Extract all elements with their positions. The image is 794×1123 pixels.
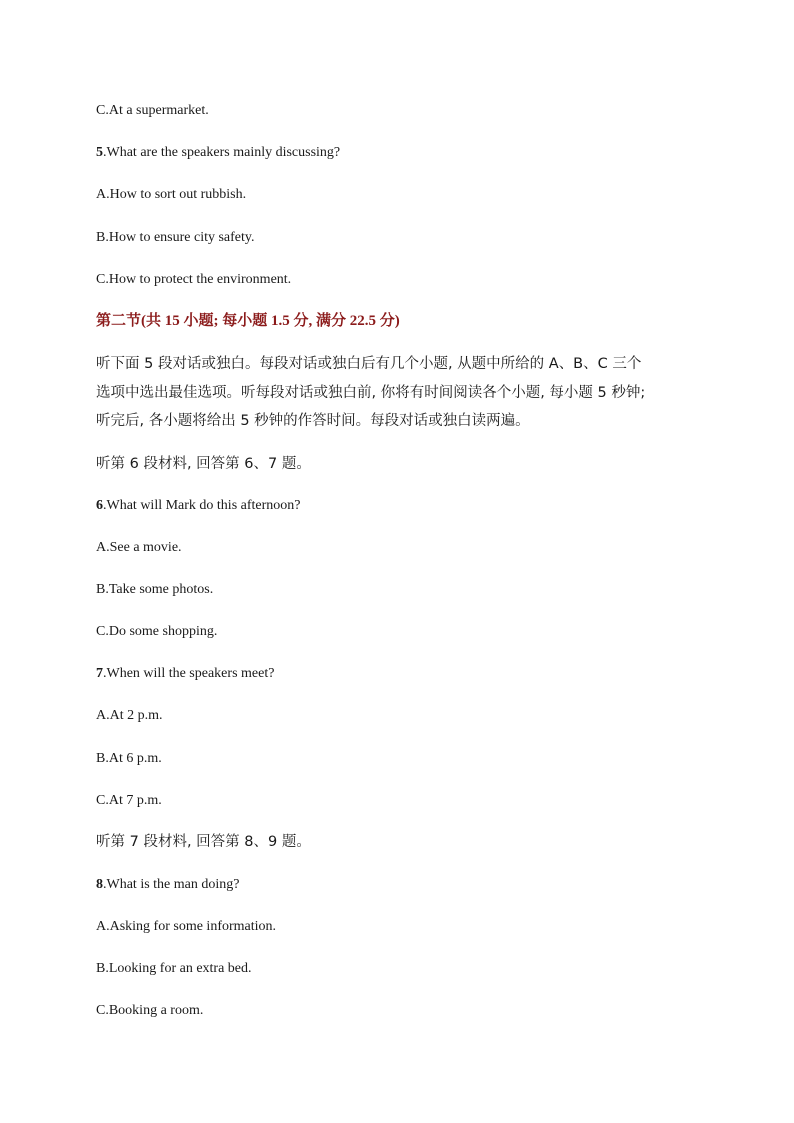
option-8a: A.Asking for some information. <box>96 919 277 934</box>
option-6c: C.Do some shopping. <box>96 624 218 639</box>
option-7c: C.At 7 p.m. <box>96 793 162 808</box>
group-heading-6-7: 听第 6 段材料, 回答第 6、7 题。 <box>96 456 311 472</box>
option-7b: B.At 6 p.m. <box>96 751 162 766</box>
question-number: 8 <box>96 877 103 892</box>
question-8 <box>96 876 239 894</box>
question-5 <box>96 144 340 162</box>
instruction-line-3: 听完后, 各小题将给出 5 秒钟的作答时间。每段对话或独白读两遍。 <box>96 413 530 429</box>
question-text: .What is the man doing? <box>103 877 240 892</box>
question-6 <box>96 497 301 515</box>
question-text: .When will the speakers meet? <box>103 666 275 681</box>
instruction-line-1: 听下面 5 段对话或独白。每段对话或独白后有几个小题, 从题中所给的 A、B、C 三个 <box>96 356 642 372</box>
option-8b: B.Looking for an extra bed. <box>96 961 252 976</box>
question-7 <box>96 665 274 683</box>
section-title: 第二节(共 15 小题; 每小题 1.5 分, 满分 22.5 分) <box>96 313 400 329</box>
option-4c: C.At a supermarket. <box>96 103 209 118</box>
option-8c: C.Booking a room. <box>96 1003 204 1018</box>
group-heading-8-9: 听第 7 段材料, 回答第 8、9 题。 <box>96 834 311 850</box>
option-5a: A.How to sort out rubbish. <box>96 187 247 202</box>
instruction-line-2: 选项中选出最佳选项。听每段对话或独白前, 你将有时间阅读各个小题, 每小题 5 秒钟; <box>96 385 646 401</box>
option-5c: C.How to protect the environment. <box>96 272 292 287</box>
option-6a: A.See a movie. <box>96 540 182 555</box>
option-6b: B.Take some photos. <box>96 582 214 597</box>
option-7a: A.At 2 p.m. <box>96 708 163 723</box>
question-number: 5 <box>96 145 103 160</box>
question-number: 6 <box>96 498 103 513</box>
question-text: .What will Mark do this afternoon? <box>103 498 301 513</box>
question-text: .What are the speakers mainly discussing? <box>103 145 341 160</box>
question-number: 7 <box>96 666 103 681</box>
option-5b: B.How to ensure city safety. <box>96 230 255 245</box>
